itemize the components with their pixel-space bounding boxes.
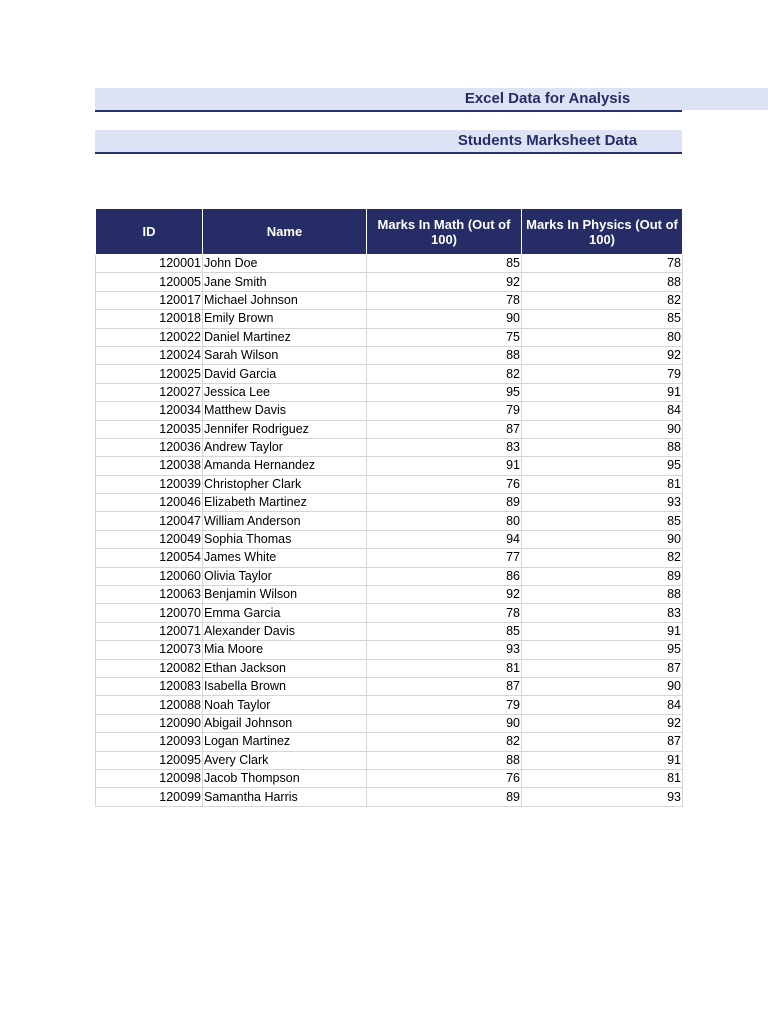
cell-physics[interactable]: 82 xyxy=(522,549,683,567)
cell-id[interactable]: 120034 xyxy=(96,402,203,420)
cell-name[interactable]: Sophia Thomas xyxy=(203,530,367,548)
cell-physics[interactable]: 90 xyxy=(522,420,683,438)
cell-id[interactable]: 120035 xyxy=(96,420,203,438)
table-row xyxy=(96,346,683,364)
cell-math[interactable]: 90 xyxy=(367,310,522,328)
cell-id[interactable]: 120017 xyxy=(96,291,203,309)
cell-name[interactable]: Ethan Jackson xyxy=(203,659,367,677)
cell-id[interactable]: 120022 xyxy=(96,328,203,346)
header-physics[interactable]: Marks In Physics (Out of 100) xyxy=(522,209,683,255)
table-row xyxy=(96,677,683,695)
table-row xyxy=(96,512,683,530)
table-row xyxy=(96,549,683,567)
cell-name[interactable]: Avery Clark xyxy=(203,751,367,769)
cell-id[interactable]: 120054 xyxy=(96,549,203,567)
cell-math[interactable]: 93 xyxy=(367,641,522,659)
cell-math[interactable]: 78 xyxy=(367,604,522,622)
table-row xyxy=(96,255,683,273)
cell-name[interactable]: Logan Martinez xyxy=(203,733,367,751)
cell-physics[interactable]: 83 xyxy=(522,604,683,622)
cell-name[interactable]: Daniel Martinez xyxy=(203,328,367,346)
cell-id[interactable]: 120039 xyxy=(96,475,203,493)
cell-id[interactable]: 120090 xyxy=(96,714,203,732)
cell-name[interactable]: Elizabeth Martinez xyxy=(203,494,367,512)
cell-math[interactable]: 87 xyxy=(367,420,522,438)
cell-id[interactable]: 120083 xyxy=(96,677,203,695)
cell-physics[interactable]: 81 xyxy=(522,769,683,787)
cell-name[interactable]: Matthew Davis xyxy=(203,402,367,420)
cell-physics[interactable]: 82 xyxy=(522,291,683,309)
cell-physics[interactable]: 81 xyxy=(522,475,683,493)
cell-math[interactable]: 89 xyxy=(367,494,522,512)
table-row xyxy=(96,751,683,769)
title-underline-main xyxy=(95,110,682,112)
cell-math[interactable]: 82 xyxy=(367,365,522,383)
cell-physics[interactable]: 87 xyxy=(522,733,683,751)
cell-id[interactable]: 120047 xyxy=(96,512,203,530)
cell-physics[interactable]: 84 xyxy=(522,402,683,420)
table-row xyxy=(96,586,683,604)
cell-name[interactable]: Jane Smith xyxy=(203,273,367,291)
cell-math[interactable]: 77 xyxy=(367,549,522,567)
cell-name[interactable]: Emily Brown xyxy=(203,310,367,328)
cell-physics[interactable]: 78 xyxy=(522,255,683,273)
table-row xyxy=(96,641,683,659)
cell-physics[interactable]: 95 xyxy=(522,457,683,475)
cell-math[interactable]: 89 xyxy=(367,788,522,806)
cell-physics[interactable]: 95 xyxy=(522,641,683,659)
cell-physics[interactable]: 89 xyxy=(522,567,683,585)
cell-math[interactable]: 76 xyxy=(367,475,522,493)
cell-math[interactable]: 81 xyxy=(367,659,522,677)
table-row xyxy=(96,273,683,291)
cell-name[interactable]: Jessica Lee xyxy=(203,383,367,401)
cell-physics[interactable]: 88 xyxy=(522,586,683,604)
cell-physics[interactable]: 79 xyxy=(522,365,683,383)
cell-physics[interactable]: 88 xyxy=(522,438,683,456)
cell-id[interactable]: 120070 xyxy=(96,604,203,622)
cell-name[interactable]: William Anderson xyxy=(203,512,367,530)
cell-name[interactable]: David Garcia xyxy=(203,365,367,383)
cell-physics[interactable]: 90 xyxy=(522,530,683,548)
cell-name[interactable]: John Doe xyxy=(203,255,367,273)
cell-name[interactable]: Sarah Wilson xyxy=(203,346,367,364)
table-row xyxy=(96,530,683,548)
cell-physics[interactable]: 93 xyxy=(522,494,683,512)
cell-id[interactable]: 120001 xyxy=(96,255,203,273)
table-row xyxy=(96,622,683,640)
table-row xyxy=(96,604,683,622)
cell-math[interactable]: 78 xyxy=(367,291,522,309)
cell-physics[interactable]: 87 xyxy=(522,659,683,677)
page-title: Excel Data for Analysis xyxy=(464,90,631,107)
table-row xyxy=(96,402,683,420)
header-name[interactable]: Name xyxy=(203,209,367,255)
table-row xyxy=(96,788,683,806)
cell-math[interactable]: 85 xyxy=(367,255,522,273)
table-row xyxy=(96,733,683,751)
cell-name[interactable]: James White xyxy=(203,549,367,567)
cell-math[interactable]: 79 xyxy=(367,696,522,714)
table-row xyxy=(96,494,683,512)
cell-math[interactable]: 88 xyxy=(367,751,522,769)
cell-math[interactable]: 92 xyxy=(367,586,522,604)
cell-id[interactable]: 120024 xyxy=(96,346,203,364)
cell-physics[interactable]: 92 xyxy=(522,714,683,732)
cell-name[interactable]: Benjamin Wilson xyxy=(203,586,367,604)
cell-math[interactable]: 90 xyxy=(367,714,522,732)
cell-id[interactable]: 120071 xyxy=(96,622,203,640)
table-row xyxy=(96,328,683,346)
table-row xyxy=(96,457,683,475)
table-row xyxy=(96,291,683,309)
table-row xyxy=(96,310,683,328)
cell-id[interactable]: 120099 xyxy=(96,788,203,806)
cell-math[interactable]: 92 xyxy=(367,273,522,291)
table-row xyxy=(96,769,683,787)
table-header-row xyxy=(96,209,683,255)
cell-name[interactable]: Abigail Johnson xyxy=(203,714,367,732)
cell-physics[interactable]: 84 xyxy=(522,696,683,714)
cell-math[interactable]: 83 xyxy=(367,438,522,456)
cell-math[interactable]: 87 xyxy=(367,677,522,695)
cell-name[interactable]: Emma Garcia xyxy=(203,604,367,622)
cell-math[interactable]: 88 xyxy=(367,346,522,364)
cell-name[interactable]: Noah Taylor xyxy=(203,696,367,714)
table-row xyxy=(96,365,683,383)
cell-id[interactable]: 120036 xyxy=(96,438,203,456)
cell-name[interactable]: Samantha Harris xyxy=(203,788,367,806)
cell-math[interactable]: 80 xyxy=(367,512,522,530)
cell-math[interactable]: 95 xyxy=(367,383,522,401)
table-row xyxy=(96,714,683,732)
table-row xyxy=(96,567,683,585)
cell-id[interactable]: 120049 xyxy=(96,530,203,548)
cell-physics[interactable]: 91 xyxy=(522,622,683,640)
cell-physics[interactable]: 91 xyxy=(522,383,683,401)
cell-physics[interactable]: 85 xyxy=(522,512,683,530)
cell-physics[interactable]: 91 xyxy=(522,751,683,769)
cell-id[interactable]: 120095 xyxy=(96,751,203,769)
cell-physics[interactable]: 80 xyxy=(522,328,683,346)
cell-name[interactable]: Andrew Taylor xyxy=(203,438,367,456)
cell-math[interactable]: 76 xyxy=(367,769,522,787)
table-row xyxy=(96,659,683,677)
cell-name[interactable]: Jennifer Rodriguez xyxy=(203,420,367,438)
cell-math[interactable]: 79 xyxy=(367,402,522,420)
cell-id[interactable]: 120088 xyxy=(96,696,203,714)
table-row xyxy=(96,696,683,714)
cell-physics[interactable]: 92 xyxy=(522,346,683,364)
cell-physics[interactable]: 88 xyxy=(522,273,683,291)
cell-name[interactable]: Alexander Davis xyxy=(203,622,367,640)
cell-math[interactable]: 94 xyxy=(367,530,522,548)
cell-id[interactable]: 120060 xyxy=(96,567,203,585)
cell-id[interactable]: 120046 xyxy=(96,494,203,512)
cell-math[interactable]: 91 xyxy=(367,457,522,475)
cell-id[interactable]: 120063 xyxy=(96,586,203,604)
cell-id[interactable]: 120027 xyxy=(96,383,203,401)
cell-id[interactable]: 120018 xyxy=(96,310,203,328)
cell-math[interactable]: 75 xyxy=(367,328,522,346)
cell-name[interactable]: Jacob Thompson xyxy=(203,769,367,787)
cell-name[interactable]: Christopher Clark xyxy=(203,475,367,493)
cell-math[interactable]: 86 xyxy=(367,567,522,585)
cell-physics[interactable]: 90 xyxy=(522,677,683,695)
cell-id[interactable]: 120098 xyxy=(96,769,203,787)
table-row xyxy=(96,438,683,456)
cell-math[interactable]: 85 xyxy=(367,622,522,640)
cell-id[interactable]: 120038 xyxy=(96,457,203,475)
cell-id[interactable]: 120025 xyxy=(96,365,203,383)
cell-name[interactable]: Olivia Taylor xyxy=(203,567,367,585)
cell-id[interactable]: 120005 xyxy=(96,273,203,291)
cell-name[interactable]: Michael Johnson xyxy=(203,291,367,309)
marks-table xyxy=(95,208,683,807)
cell-name[interactable]: Amanda Hernandez xyxy=(203,457,367,475)
table-body xyxy=(96,255,683,807)
cell-physics[interactable]: 93 xyxy=(522,788,683,806)
cell-name[interactable]: Mia Moore xyxy=(203,641,367,659)
title-underline-sub xyxy=(95,152,682,154)
cell-name[interactable]: Isabella Brown xyxy=(203,677,367,695)
cell-id[interactable]: 120073 xyxy=(96,641,203,659)
header-id[interactable]: ID xyxy=(96,209,203,255)
cell-physics[interactable]: 85 xyxy=(522,310,683,328)
table-row xyxy=(96,420,683,438)
cell-id[interactable]: 120082 xyxy=(96,659,203,677)
cell-id[interactable]: 120093 xyxy=(96,733,203,751)
table-row xyxy=(96,475,683,493)
cell-math[interactable]: 82 xyxy=(367,733,522,751)
page-subtitle: Students Marksheet Data xyxy=(457,132,638,149)
header-math[interactable]: Marks In Math (Out of 100) xyxy=(367,209,522,255)
table-row xyxy=(96,383,683,401)
